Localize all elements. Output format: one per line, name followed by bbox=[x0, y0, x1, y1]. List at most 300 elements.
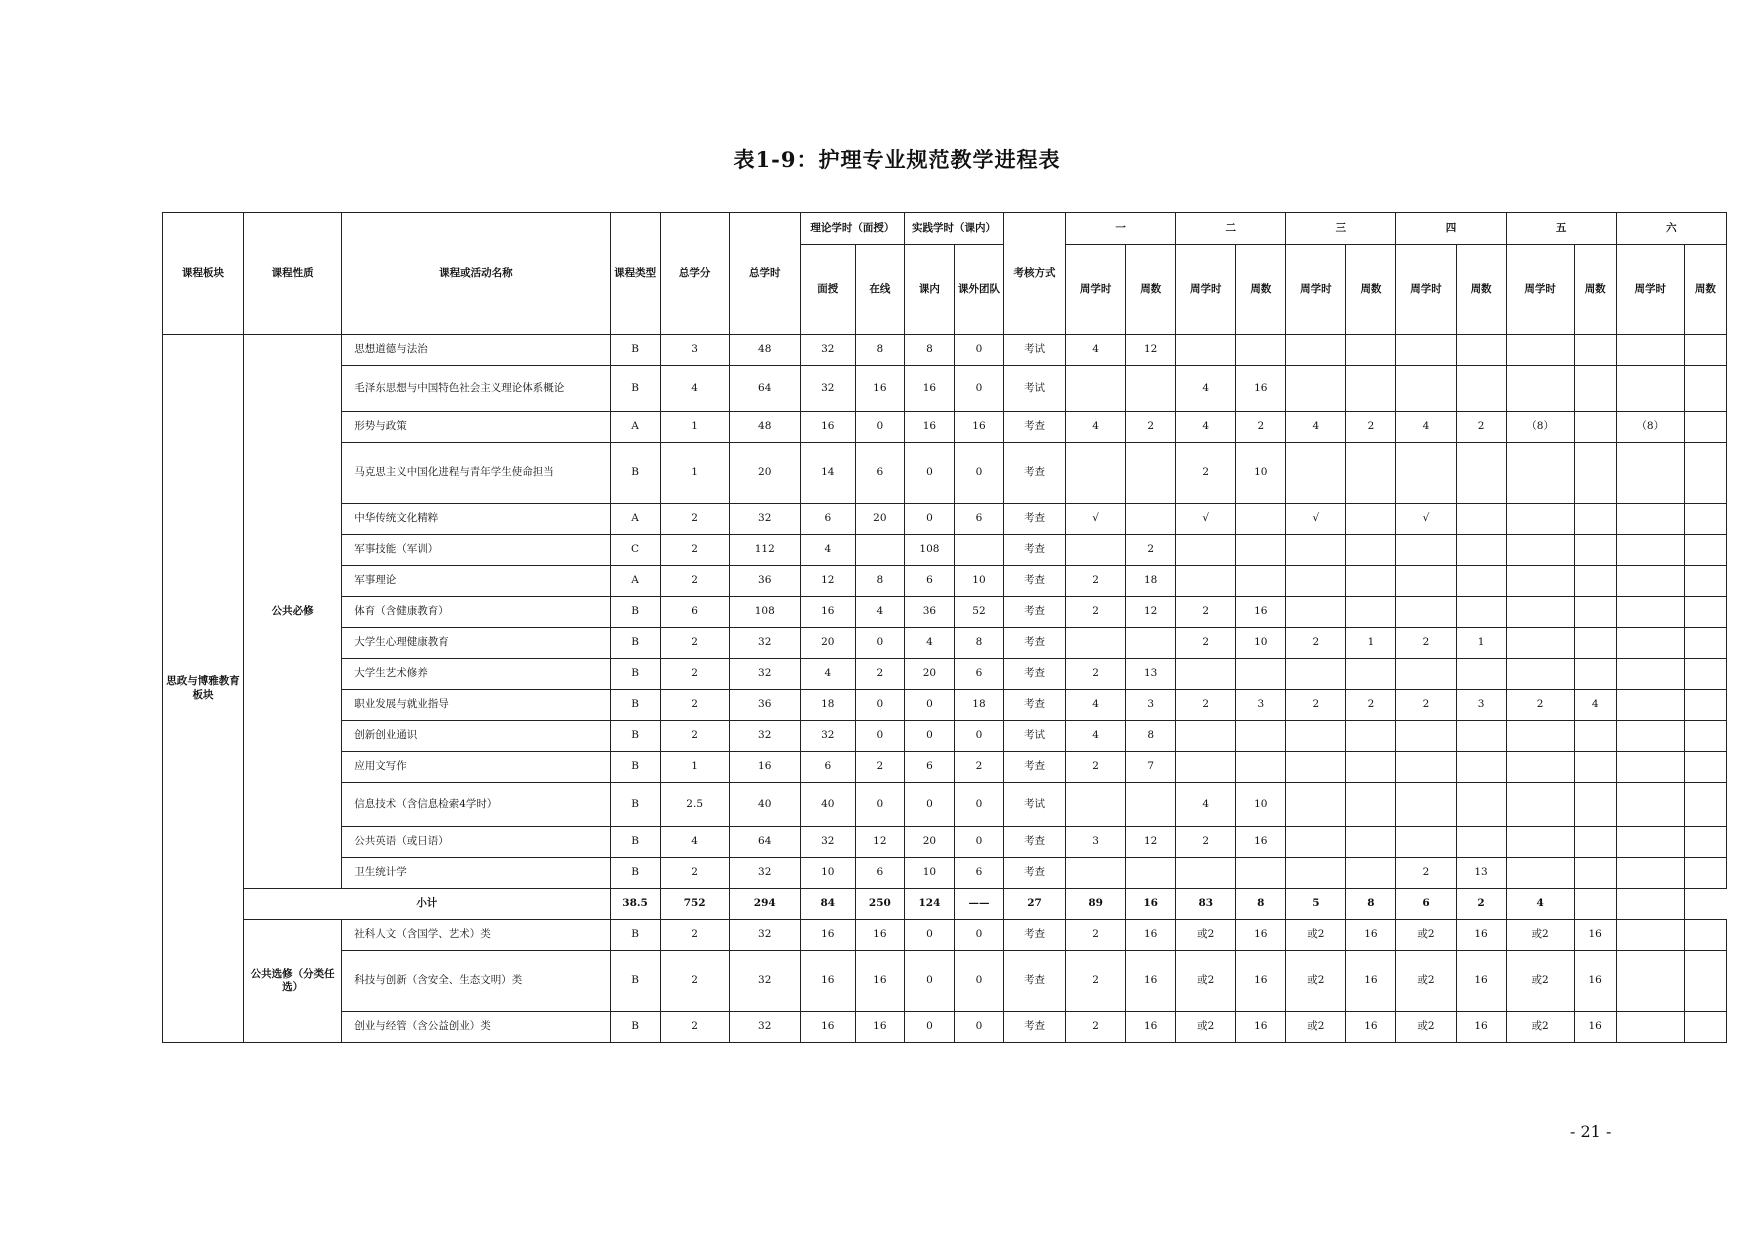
semester-2-weeks-cell: 10 bbox=[1236, 443, 1286, 504]
semester-3-weekly-hours-cell: √ bbox=[1286, 504, 1346, 535]
credits-cell: 1 bbox=[660, 412, 729, 443]
semester-3-weeks-cell: 2 bbox=[1346, 690, 1396, 721]
theory-online-cell: 20 bbox=[855, 504, 904, 535]
semester-1-weekly-hours-cell: 4 bbox=[1066, 721, 1126, 752]
course-type-cell: A bbox=[610, 412, 660, 443]
semester-5-weekly-hours-cell: 或2 bbox=[1506, 920, 1574, 951]
practice-inclass-cell: 8 bbox=[904, 335, 954, 366]
theory-online-cell: 0 bbox=[855, 690, 904, 721]
practice-inclass-cell: 20 bbox=[904, 659, 954, 690]
semester-4-weeks-cell bbox=[1456, 504, 1506, 535]
semester-1-weekly-hours-cell: 2 bbox=[1066, 1012, 1126, 1043]
practice-extra-cell: 6 bbox=[954, 858, 1003, 889]
semester-5-weekly-hours-cell bbox=[1506, 535, 1574, 566]
semester-4-weekly-hours-cell: 或2 bbox=[1396, 1012, 1456, 1043]
credits-cell: 2 bbox=[660, 566, 729, 597]
semester-4-weekly-hours-cell bbox=[1396, 535, 1456, 566]
semester-3-weekly-hours-cell bbox=[1286, 858, 1346, 889]
header-theory-face: 面授 bbox=[800, 245, 855, 335]
semester-5-weeks-cell bbox=[1574, 535, 1616, 566]
course-type-cell: B bbox=[610, 597, 660, 628]
theory-face-cell: 6 bbox=[800, 504, 855, 535]
course-name-cell: 军事技能（军训） bbox=[342, 535, 610, 566]
semester-1-weeks-cell: 16 bbox=[1126, 951, 1176, 1012]
semester-1-weekly-hours-cell: 4 bbox=[1066, 412, 1126, 443]
semester-6-weekly-hours-cell: （8） bbox=[1616, 412, 1684, 443]
nature-elective-cell: 公共选修（分类任选） bbox=[244, 920, 342, 1043]
semester-6-weekly-hours-cell bbox=[1616, 366, 1684, 412]
header-weeks: 周数 bbox=[1126, 245, 1176, 335]
semester-6-weeks-cell bbox=[1684, 659, 1726, 690]
semester-5-weeks-cell bbox=[1574, 858, 1616, 889]
semester-3-weekly-hours-cell: 或2 bbox=[1286, 1012, 1346, 1043]
semester-3-weekly-hours-cell bbox=[1286, 335, 1346, 366]
course-name-cell: 信息技术（含信息检索4学时） bbox=[342, 783, 610, 827]
semester-2-weeks-cell bbox=[1236, 858, 1286, 889]
course-type-cell: B bbox=[610, 858, 660, 889]
exam-method-cell: 考查 bbox=[1004, 858, 1066, 889]
header-theory-hours: 理论学时（面授） bbox=[800, 213, 904, 245]
semester-5-weeks-cell bbox=[1574, 335, 1616, 366]
theory-face-cell: 16 bbox=[800, 1012, 855, 1043]
semester-6-weeks-cell bbox=[1684, 535, 1726, 566]
practice-extra-cell: 0 bbox=[954, 335, 1003, 366]
semester-3-weekly-hours-cell: 2 bbox=[1286, 690, 1346, 721]
semester-2-weekly-hours-cell: √ bbox=[1176, 504, 1236, 535]
theory-online-cell: 16 bbox=[855, 951, 904, 1012]
table-row bbox=[163, 783, 1727, 827]
semester-6-weeks-cell bbox=[1684, 827, 1726, 858]
practice-inclass-cell: 108 bbox=[904, 535, 954, 566]
semester-5-weekly-hours-cell bbox=[1506, 366, 1574, 412]
semester-2-weeks-cell: 3 bbox=[1236, 690, 1286, 721]
semester-6-weeks-cell bbox=[1684, 951, 1726, 1012]
semester-4-weekly-hours-cell bbox=[1396, 827, 1456, 858]
semester-1-weeks-cell bbox=[1126, 858, 1176, 889]
semester-2-weekly-hours-cell bbox=[1176, 752, 1236, 783]
semester-2-weeks-cell: 16 bbox=[1236, 920, 1286, 951]
course-name-cell: 创新创业通识 bbox=[342, 721, 610, 752]
semester-4-weeks-cell: 13 bbox=[1456, 858, 1506, 889]
semester-5-weekly-hours-cell: （8） bbox=[1506, 412, 1574, 443]
theory-face-cell: 18 bbox=[800, 690, 855, 721]
semester-4-weeks-cell: 16 bbox=[1456, 1012, 1506, 1043]
semester-5-weeks-cell bbox=[1574, 443, 1616, 504]
semester-4-weeks-cell: 2 bbox=[1456, 412, 1506, 443]
semester-5-weeks-cell bbox=[1574, 752, 1616, 783]
semester-3-weekly-hours-cell bbox=[1286, 752, 1346, 783]
semester-5-weekly-hours-cell: 或2 bbox=[1506, 951, 1574, 1012]
header-theory-online: 在线 bbox=[855, 245, 904, 335]
subtotal-semester-cell: 8 bbox=[1346, 889, 1396, 920]
semester-6-weekly-hours-cell bbox=[1616, 827, 1684, 858]
course-type-cell: B bbox=[610, 366, 660, 412]
practice-extra-cell: 0 bbox=[954, 721, 1003, 752]
practice-extra-cell: 6 bbox=[954, 659, 1003, 690]
semester-5-weekly-hours-cell bbox=[1506, 858, 1574, 889]
semester-3-weeks-cell: 16 bbox=[1346, 951, 1396, 1012]
header-semester-3: 三 bbox=[1286, 213, 1396, 245]
practice-inclass-cell: 0 bbox=[904, 443, 954, 504]
semester-2-weeks-cell: 16 bbox=[1236, 1012, 1286, 1043]
semester-6-weekly-hours-cell bbox=[1616, 443, 1684, 504]
semester-2-weekly-hours-cell bbox=[1176, 335, 1236, 366]
semester-6-weeks-cell bbox=[1684, 858, 1726, 889]
semester-6-weeks-cell bbox=[1684, 366, 1726, 412]
theory-face-cell: 32 bbox=[800, 721, 855, 752]
subtotal-semester-cell: 6 bbox=[1396, 889, 1456, 920]
semester-5-weekly-hours-cell bbox=[1506, 752, 1574, 783]
total-hours-cell: 16 bbox=[729, 752, 800, 783]
practice-extra-cell: 10 bbox=[954, 566, 1003, 597]
semester-6-weekly-hours-cell bbox=[1616, 858, 1684, 889]
course-name-cell: 体育（含健康教育） bbox=[342, 597, 610, 628]
theory-online-cell: 0 bbox=[855, 412, 904, 443]
semester-2-weeks-cell bbox=[1236, 504, 1286, 535]
practice-extra-cell: 0 bbox=[954, 827, 1003, 858]
semester-3-weeks-cell bbox=[1346, 721, 1396, 752]
page-title: 表1-9：护理专业规范教学进程表 bbox=[733, 147, 1061, 172]
module-cell: 思政与博雅教育板块 bbox=[163, 335, 244, 1043]
semester-3-weekly-hours-cell bbox=[1286, 366, 1346, 412]
credits-cell: 2.5 bbox=[660, 783, 729, 827]
exam-method-cell: 考试 bbox=[1004, 783, 1066, 827]
practice-extra-cell: 0 bbox=[954, 951, 1003, 1012]
semester-1-weeks-cell: 2 bbox=[1126, 535, 1176, 566]
theory-online-cell: 4 bbox=[855, 597, 904, 628]
semester-3-weeks-cell bbox=[1346, 659, 1396, 690]
header-practice-hours: 实践学时（课内） bbox=[904, 213, 1003, 245]
exam-method-cell: 考查 bbox=[1004, 504, 1066, 535]
course-name-cell: 毛泽东思想与中国特色社会主义理论体系概论 bbox=[342, 366, 610, 412]
semester-1-weekly-hours-cell: 3 bbox=[1066, 827, 1126, 858]
subtotal-semester-cell: 83 bbox=[1176, 889, 1236, 920]
practice-extra-cell: 0 bbox=[954, 366, 1003, 412]
semester-5-weeks-cell bbox=[1574, 659, 1616, 690]
semester-1-weeks-cell: 18 bbox=[1126, 566, 1176, 597]
subtotal-hours-cell: 752 bbox=[660, 889, 729, 920]
header-weeks: 周数 bbox=[1574, 245, 1616, 335]
semester-1-weekly-hours-cell bbox=[1066, 858, 1126, 889]
semester-3-weeks-cell: 16 bbox=[1346, 920, 1396, 951]
subtotal-semester-cell: 16 bbox=[1126, 889, 1176, 920]
credits-cell: 2 bbox=[660, 659, 729, 690]
semester-2-weekly-hours-cell bbox=[1176, 721, 1236, 752]
semester-2-weekly-hours-cell: 4 bbox=[1176, 412, 1236, 443]
semester-6-weeks-cell bbox=[1684, 443, 1726, 504]
semester-1-weeks-cell bbox=[1126, 783, 1176, 827]
header-semester-1: 一 bbox=[1066, 213, 1176, 245]
semester-4-weeks-cell bbox=[1456, 443, 1506, 504]
semester-3-weekly-hours-cell bbox=[1286, 597, 1346, 628]
practice-extra-cell: 52 bbox=[954, 597, 1003, 628]
subtotal-semester-cell: 27 bbox=[1004, 889, 1066, 920]
semester-2-weekly-hours-cell bbox=[1176, 535, 1236, 566]
semester-2-weeks-cell bbox=[1236, 659, 1286, 690]
theory-online-cell: 8 bbox=[855, 335, 904, 366]
credits-cell: 2 bbox=[660, 1012, 729, 1043]
subtotal-semester-cell bbox=[1616, 889, 1684, 920]
semester-1-weekly-hours-cell: 2 bbox=[1066, 752, 1126, 783]
theory-face-cell: 20 bbox=[800, 628, 855, 659]
semester-3-weeks-cell bbox=[1346, 504, 1396, 535]
subtotal-credits-cell: 38.5 bbox=[610, 889, 660, 920]
course-name-cell: 大学生艺术修养 bbox=[342, 659, 610, 690]
semester-6-weekly-hours-cell bbox=[1616, 721, 1684, 752]
table-row bbox=[163, 721, 1727, 752]
total-hours-cell: 32 bbox=[729, 628, 800, 659]
practice-inclass-cell: 6 bbox=[904, 752, 954, 783]
table-body bbox=[163, 335, 1727, 1043]
header-exam-method: 考核方式 bbox=[1004, 213, 1066, 335]
subtotal-exam-cell: —— bbox=[954, 889, 1003, 920]
semester-1-weekly-hours-cell: 2 bbox=[1066, 566, 1126, 597]
total-hours-cell: 32 bbox=[729, 1012, 800, 1043]
course-name-cell: 社科人文（含国学、艺术）类 bbox=[342, 920, 610, 951]
header-nature: 课程性质 bbox=[244, 213, 342, 335]
semester-5-weeks-cell: 16 bbox=[1574, 1012, 1616, 1043]
exam-method-cell: 考查 bbox=[1004, 628, 1066, 659]
semester-3-weekly-hours-cell bbox=[1286, 827, 1346, 858]
semester-4-weeks-cell: 16 bbox=[1456, 951, 1506, 1012]
semester-4-weekly-hours-cell bbox=[1396, 443, 1456, 504]
semester-1-weeks-cell: 16 bbox=[1126, 1012, 1176, 1043]
header-practice-inclass: 课内 bbox=[904, 245, 954, 335]
course-name-cell: 创业与经管（含公益创业）类 bbox=[342, 1012, 610, 1043]
semester-5-weekly-hours-cell bbox=[1506, 827, 1574, 858]
semester-4-weeks-cell bbox=[1456, 535, 1506, 566]
semester-1-weekly-hours-cell: 2 bbox=[1066, 659, 1126, 690]
credits-cell: 4 bbox=[660, 827, 729, 858]
total-hours-cell: 64 bbox=[729, 827, 800, 858]
semester-3-weeks-cell bbox=[1346, 535, 1396, 566]
total-hours-cell: 108 bbox=[729, 597, 800, 628]
semester-1-weekly-hours-cell bbox=[1066, 535, 1126, 566]
semester-1-weeks-cell: 12 bbox=[1126, 335, 1176, 366]
semester-6-weekly-hours-cell bbox=[1616, 752, 1684, 783]
semester-5-weeks-cell bbox=[1574, 366, 1616, 412]
table-row bbox=[163, 628, 1727, 659]
practice-inclass-cell: 4 bbox=[904, 628, 954, 659]
practice-extra-cell: 0 bbox=[954, 783, 1003, 827]
semester-1-weeks-cell: 3 bbox=[1126, 690, 1176, 721]
semester-5-weeks-cell: 4 bbox=[1574, 690, 1616, 721]
semester-1-weeks-cell: 16 bbox=[1126, 920, 1176, 951]
semester-2-weeks-cell: 10 bbox=[1236, 783, 1286, 827]
semester-3-weeks-cell bbox=[1346, 443, 1396, 504]
semester-3-weeks-cell: 16 bbox=[1346, 1012, 1396, 1043]
semester-3-weekly-hours-cell: 4 bbox=[1286, 412, 1346, 443]
semester-2-weekly-hours-cell: 2 bbox=[1176, 597, 1236, 628]
theory-online-cell: 16 bbox=[855, 1012, 904, 1043]
header-total-hours: 总学时 bbox=[729, 213, 800, 335]
theory-face-cell: 32 bbox=[800, 827, 855, 858]
semester-6-weekly-hours-cell bbox=[1616, 335, 1684, 366]
semester-4-weekly-hours-cell: √ bbox=[1396, 504, 1456, 535]
semester-6-weekly-hours-cell bbox=[1616, 783, 1684, 827]
practice-extra-cell: 0 bbox=[954, 443, 1003, 504]
semester-4-weekly-hours-cell: 2 bbox=[1396, 628, 1456, 659]
semester-3-weeks-cell bbox=[1346, 752, 1396, 783]
theory-face-cell: 32 bbox=[800, 335, 855, 366]
theory-face-cell: 16 bbox=[800, 597, 855, 628]
course-type-cell: B bbox=[610, 752, 660, 783]
exam-method-cell: 考查 bbox=[1004, 690, 1066, 721]
total-hours-cell: 32 bbox=[729, 659, 800, 690]
course-name-cell: 职业发展与就业指导 bbox=[342, 690, 610, 721]
theory-face-cell: 40 bbox=[800, 783, 855, 827]
subtotal-online-cell: 84 bbox=[800, 889, 855, 920]
semester-2-weekly-hours-cell bbox=[1176, 659, 1236, 690]
semester-5-weeks-cell bbox=[1574, 721, 1616, 752]
practice-inclass-cell: 0 bbox=[904, 721, 954, 752]
total-hours-cell: 32 bbox=[729, 920, 800, 951]
semester-2-weekly-hours-cell: 2 bbox=[1176, 690, 1236, 721]
exam-method-cell: 考查 bbox=[1004, 752, 1066, 783]
table-row bbox=[163, 412, 1727, 443]
semester-1-weeks-cell bbox=[1126, 504, 1176, 535]
total-hours-cell: 32 bbox=[729, 504, 800, 535]
credits-cell: 4 bbox=[660, 366, 729, 412]
header-weekly-hours: 周学时 bbox=[1396, 245, 1456, 335]
course-type-cell: A bbox=[610, 566, 660, 597]
course-type-cell: B bbox=[610, 827, 660, 858]
semester-6-weekly-hours-cell bbox=[1616, 920, 1684, 951]
theory-face-cell: 32 bbox=[800, 366, 855, 412]
semester-3-weeks-cell bbox=[1346, 566, 1396, 597]
semester-1-weeks-cell: 12 bbox=[1126, 597, 1176, 628]
credits-cell: 2 bbox=[660, 920, 729, 951]
practice-extra-cell: 6 bbox=[954, 504, 1003, 535]
theory-face-cell: 4 bbox=[800, 535, 855, 566]
semester-6-weeks-cell bbox=[1684, 721, 1726, 752]
semester-4-weeks-cell bbox=[1456, 566, 1506, 597]
exam-method-cell: 考查 bbox=[1004, 659, 1066, 690]
header-weeks: 周数 bbox=[1684, 245, 1726, 335]
semester-5-weekly-hours-cell bbox=[1506, 783, 1574, 827]
exam-method-cell: 考查 bbox=[1004, 1012, 1066, 1043]
semester-5-weekly-hours-cell bbox=[1506, 597, 1574, 628]
header-weeks: 周数 bbox=[1236, 245, 1286, 335]
theory-online-cell bbox=[855, 535, 904, 566]
total-hours-cell: 32 bbox=[729, 858, 800, 889]
table-row bbox=[163, 535, 1727, 566]
course-type-cell: B bbox=[610, 628, 660, 659]
course-type-cell: B bbox=[610, 1012, 660, 1043]
credits-cell: 2 bbox=[660, 504, 729, 535]
semester-5-weekly-hours-cell bbox=[1506, 566, 1574, 597]
theory-face-cell: 16 bbox=[800, 951, 855, 1012]
semester-6-weeks-cell bbox=[1684, 690, 1726, 721]
teaching-schedule-table bbox=[162, 212, 1727, 1043]
semester-4-weekly-hours-cell: 或2 bbox=[1396, 920, 1456, 951]
practice-extra-cell bbox=[954, 535, 1003, 566]
header-semester-2: 二 bbox=[1176, 213, 1286, 245]
theory-online-cell: 0 bbox=[855, 783, 904, 827]
semester-5-weekly-hours-cell bbox=[1506, 335, 1574, 366]
header-course-type: 课程类型 bbox=[610, 213, 660, 335]
semester-3-weeks-cell bbox=[1346, 858, 1396, 889]
subtotal-semester-cell: 4 bbox=[1506, 889, 1574, 920]
theory-online-cell: 6 bbox=[855, 858, 904, 889]
semester-2-weekly-hours-cell: 或2 bbox=[1176, 1012, 1236, 1043]
semester-3-weeks-cell: 1 bbox=[1346, 628, 1396, 659]
theory-online-cell: 8 bbox=[855, 566, 904, 597]
semester-4-weekly-hours-cell bbox=[1396, 566, 1456, 597]
theory-face-cell: 6 bbox=[800, 752, 855, 783]
practice-extra-cell: 16 bbox=[954, 412, 1003, 443]
exam-method-cell: 考查 bbox=[1004, 827, 1066, 858]
semester-4-weekly-hours-cell bbox=[1396, 366, 1456, 412]
semester-6-weekly-hours-cell bbox=[1616, 659, 1684, 690]
semester-1-weeks-cell bbox=[1126, 628, 1176, 659]
credits-cell: 1 bbox=[660, 752, 729, 783]
exam-method-cell: 考查 bbox=[1004, 566, 1066, 597]
semester-2-weekly-hours-cell: 或2 bbox=[1176, 951, 1236, 1012]
semester-2-weeks-cell bbox=[1236, 335, 1286, 366]
course-type-cell: B bbox=[610, 443, 660, 504]
practice-inclass-cell: 16 bbox=[904, 412, 954, 443]
semester-1-weeks-cell: 2 bbox=[1126, 412, 1176, 443]
semester-3-weekly-hours-cell bbox=[1286, 443, 1346, 504]
credits-cell: 2 bbox=[660, 628, 729, 659]
semester-5-weekly-hours-cell: 或2 bbox=[1506, 1012, 1574, 1043]
course-type-cell: B bbox=[610, 659, 660, 690]
semester-2-weekly-hours-cell: 2 bbox=[1176, 628, 1236, 659]
semester-4-weeks-cell bbox=[1456, 752, 1506, 783]
theory-online-cell: 16 bbox=[855, 366, 904, 412]
total-hours-cell: 40 bbox=[729, 783, 800, 827]
table-row bbox=[163, 504, 1727, 535]
header-weekly-hours: 周学时 bbox=[1066, 245, 1126, 335]
subtotal-label-cell: 小计 bbox=[244, 889, 610, 920]
semester-5-weekly-hours-cell bbox=[1506, 443, 1574, 504]
course-type-cell: B bbox=[610, 335, 660, 366]
semester-5-weekly-hours-cell: 2 bbox=[1506, 690, 1574, 721]
semester-6-weeks-cell bbox=[1684, 920, 1726, 951]
semester-4-weeks-cell bbox=[1456, 827, 1506, 858]
semester-5-weeks-cell bbox=[1574, 412, 1616, 443]
semester-2-weeks-cell bbox=[1236, 721, 1286, 752]
semester-2-weeks-cell: 16 bbox=[1236, 951, 1286, 1012]
semester-4-weeks-cell bbox=[1456, 597, 1506, 628]
semester-1-weeks-cell bbox=[1126, 443, 1176, 504]
semester-2-weekly-hours-cell: 或2 bbox=[1176, 920, 1236, 951]
credits-cell: 3 bbox=[660, 335, 729, 366]
course-name-cell: 马克思主义中国化进程与青年学生使命担当 bbox=[342, 443, 610, 504]
semester-3-weeks-cell bbox=[1346, 783, 1396, 827]
semester-3-weekly-hours-cell bbox=[1286, 721, 1346, 752]
semester-2-weeks-cell bbox=[1236, 566, 1286, 597]
semester-4-weeks-cell: 1 bbox=[1456, 628, 1506, 659]
semester-3-weeks-cell bbox=[1346, 366, 1396, 412]
table-row bbox=[163, 566, 1727, 597]
theory-online-cell: 6 bbox=[855, 443, 904, 504]
semester-1-weeks-cell: 7 bbox=[1126, 752, 1176, 783]
semester-4-weeks-cell bbox=[1456, 659, 1506, 690]
course-name-cell: 中华传统文化精粹 bbox=[342, 504, 610, 535]
subtotal-row bbox=[163, 889, 1727, 920]
course-type-cell: B bbox=[610, 690, 660, 721]
theory-face-cell: 16 bbox=[800, 920, 855, 951]
exam-method-cell: 考查 bbox=[1004, 597, 1066, 628]
semester-1-weekly-hours-cell: 2 bbox=[1066, 920, 1126, 951]
credits-cell: 2 bbox=[660, 721, 729, 752]
semester-1-weekly-hours-cell bbox=[1066, 783, 1126, 827]
semester-6-weekly-hours-cell bbox=[1616, 690, 1684, 721]
semester-2-weeks-cell bbox=[1236, 752, 1286, 783]
teaching-schedule-table-wrap bbox=[162, 212, 1727, 1043]
